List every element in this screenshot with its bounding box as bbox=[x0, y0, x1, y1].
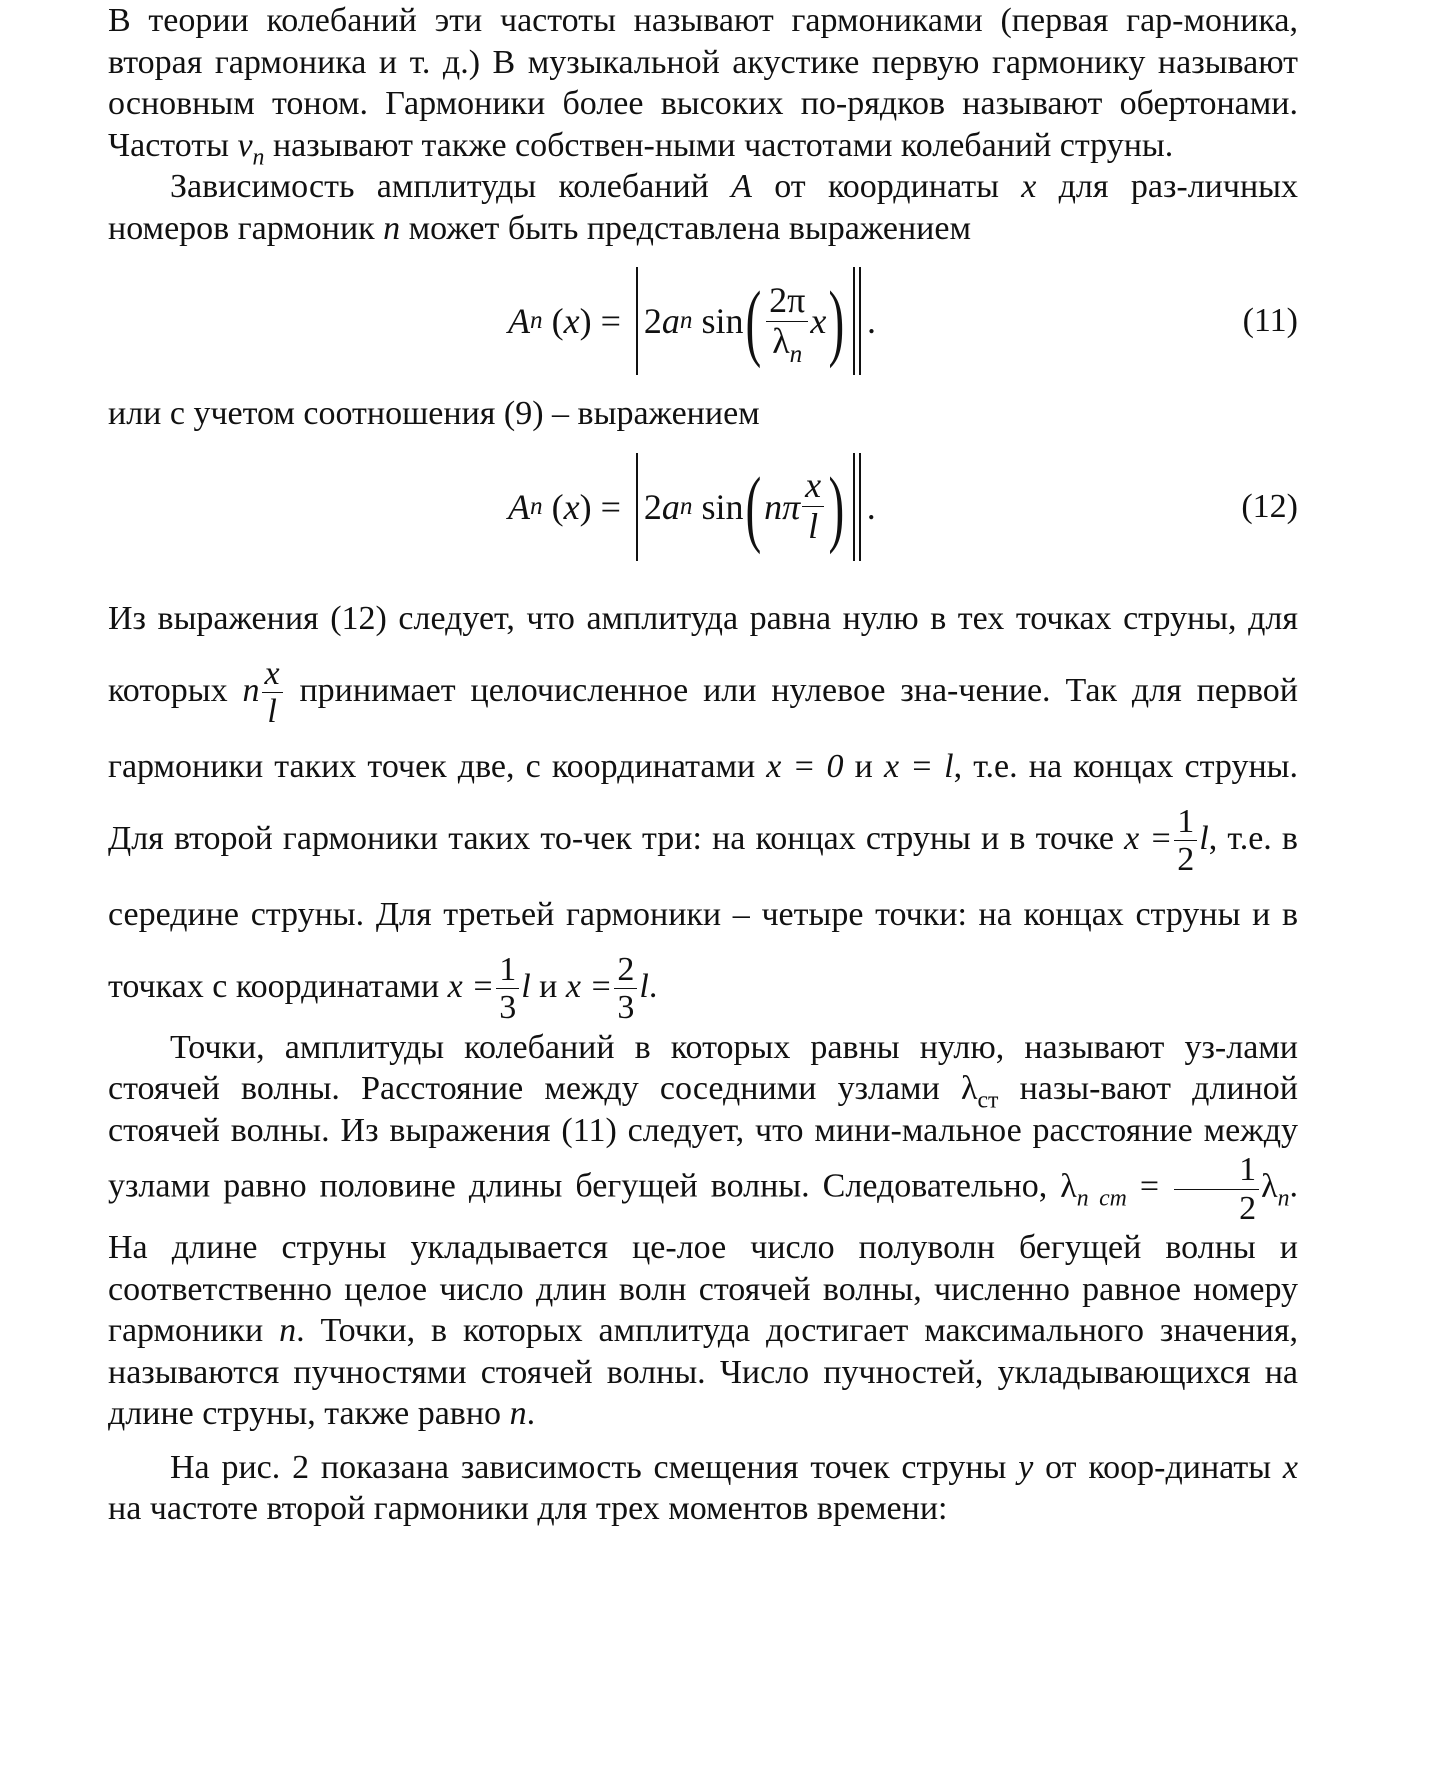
text-run: , т.е. на концах струны. Для второй гармоники таких то-чек три: на концах струны и в точке bbox=[108, 747, 1298, 857]
text-run: В теории колебаний эти частоты называют гармониками (первая гар-моника, вторая гармоника и т. д.) В музыкальной акустике первую гармонику называют основным тоном. Гармоники более высоких по-рядков называют обертонами. Частоты bbox=[108, 2, 1298, 164]
text-run: на частоте второй гармоники для трех моментов времени: bbox=[108, 1490, 948, 1528]
text-run: , т.е. в середине струны. Для третьей гармоники – четыре точки: на концах струны и в точках с координатами bbox=[108, 819, 1298, 1005]
fraction-one-third: $\frac{1}{3}$ bbox=[496, 951, 519, 1027]
text-run: от координаты bbox=[751, 168, 1022, 205]
text-run: назы-вают длиной стоячей волны. Из выражения (11) следует, что мини-мальное расстояние между узлами равно половине длины бегущей волны. Следовательно, bbox=[108, 1070, 1298, 1205]
text-run: Точки, амплитуды колебаний в которых равны нулю, называют уз-лами стоячей волны. Расстояние между соседними узлами bbox=[108, 1028, 1298, 1108]
paragraph-amplitude-dependence bbox=[108, 166, 1298, 249]
formula-x-eq-0: x = 0 bbox=[766, 747, 844, 785]
text-run: принимает целочисленное или нулевое зна-чение. Так для первой гармоники таких точек две, с координатами bbox=[108, 671, 1298, 785]
equation-number-12: (12) bbox=[1241, 487, 1298, 525]
document-page bbox=[108, 0, 1298, 1530]
fraction-2pi-over-lambda: $\frac{2\pi}{\lambda_n}$ bbox=[766, 281, 808, 361]
abs-bar-left bbox=[636, 453, 638, 561]
abs-bar-left bbox=[636, 267, 638, 375]
symbol-nu: $\nu_n$ bbox=[237, 126, 265, 170]
text-run: . На длине струны укладывается це-лое число полуволн бегущей волны и соответственно целое число длин волн стоячей волны, численно равное номеру гармоники bbox=[108, 1167, 1298, 1350]
symbol-x: x bbox=[1021, 168, 1037, 205]
text-run: от коор-динаты bbox=[1033, 1448, 1283, 1486]
symbol-n: n bbox=[383, 209, 401, 247]
equation-12 bbox=[108, 447, 1298, 567]
text-run: может быть представлена выражением bbox=[400, 209, 971, 247]
fraction-one-half: $\frac{1}{2}$ bbox=[1174, 1151, 1259, 1227]
symbol-lambda-st: $\lambda_{ст}$ bbox=[960, 1070, 999, 1114]
equation-11 bbox=[108, 261, 1298, 381]
paragraph-figure-2-reference: На рис. 2 показана зависимость смещения точек струны y от коор-динаты x на частоте второй гармоники для трех моментов времени: bbox=[108, 1448, 1298, 1528]
fraction-x-over-l: $\frac{x}{l}$ bbox=[262, 655, 283, 731]
text-run: Из выражения (12) следует, что амплитуда равна нулю в тех точках струны, для которых bbox=[108, 599, 1298, 709]
fraction-two-thirds: $\frac{2}{3}$ bbox=[614, 951, 637, 1027]
paragraph-standing-wave-nodes: Точки, амплитуды колебаний в которых равны нулю, называют уз-лами стоячей волны. Расстояние между соседними узлами $\lambda_{ст}$ назы-вают длиной стоячей волны. Из выражения (11) следует, что мини-мальное расстояние между узлами равно половине длины бегущей волны. Следовательно, $\lambda_{n ст}$ = $\frac{1}{2}$ $\lambda_n$. На длине струны укладывается це-лое число полуволн бегущей волны и соответственно целое число длин волн стоячей волны, численно равное номеру гармоники n. Точки, в которых амплитуда достигает максимального значения, называются пучностями стоячей волны. Число пучностей, укладывающихся на длине струны, также равно n. bbox=[108, 1028, 1298, 1433]
paragraph-nodes-positions: Из выражения (12) следует, что амплитуда равна нулю в тех точках струны, для которых n $\frac{x}{l}$ принимает целочисленное или нулевое зна-чение. Так для первой гармоники таких точек две, с координатами x = 0 и x = l, т.е. на концах струны. Для второй гармоники таких то-чек три: на концах струны и в точке x = $\frac{1}{2}$ l, т.е. в середине струны. Для третьей гармоники – четыре точки: на концах струны и в точках с координатами x = $\frac{1}{3}$ l и x = $\frac{2}{3}$ l. bbox=[108, 599, 1298, 1027]
text-run: Зависимость амплитуды колебаний bbox=[170, 168, 732, 205]
abs-bar-right bbox=[853, 453, 855, 561]
paragraph-with-relation-9 bbox=[108, 393, 1298, 435]
equation-number-11: (11) bbox=[1242, 302, 1298, 339]
text-run: . Точки, в которых амплитуда достигает максимального значения, называются пучностями стоячей волны. Число пучностей, укладывающихся на длине струны, также равно bbox=[108, 1312, 1298, 1433]
text-run: или с учетом соотношения (9) – выражением bbox=[108, 395, 760, 432]
text-run: На рис. 2 показана зависимость смещения точек струны bbox=[170, 1448, 1019, 1486]
formula-lambda-n-st: $\lambda_{n ст}$ = $\frac{1}{2}$ $\lambda_n$ bbox=[1060, 1151, 1290, 1227]
symbol-A: A bbox=[731, 168, 752, 205]
fraction-x-over-l: $\frac{x}{l}$ bbox=[802, 466, 824, 546]
equation-11-formula: A n ( x ) = 2 a n sin ( $\frac{2\pi}{\lambda_n}$ x ) . bbox=[508, 261, 876, 381]
abs-bar-right bbox=[853, 267, 855, 375]
text-run: называют также собствен-ными частотами колебаний струны. bbox=[264, 126, 1174, 164]
paragraph-harmonics bbox=[108, 0, 1298, 170]
equation-12-formula: A n ( x ) = 2 a n sin ( nπ $\frac{x}{l}$ ) . bbox=[508, 447, 876, 567]
fraction-one-half: $\frac{1}{2}$ bbox=[1174, 803, 1197, 879]
text-run: для раз-личных номеров гармоник bbox=[108, 168, 1298, 247]
formula-x-eq-l: x = l bbox=[883, 747, 954, 785]
